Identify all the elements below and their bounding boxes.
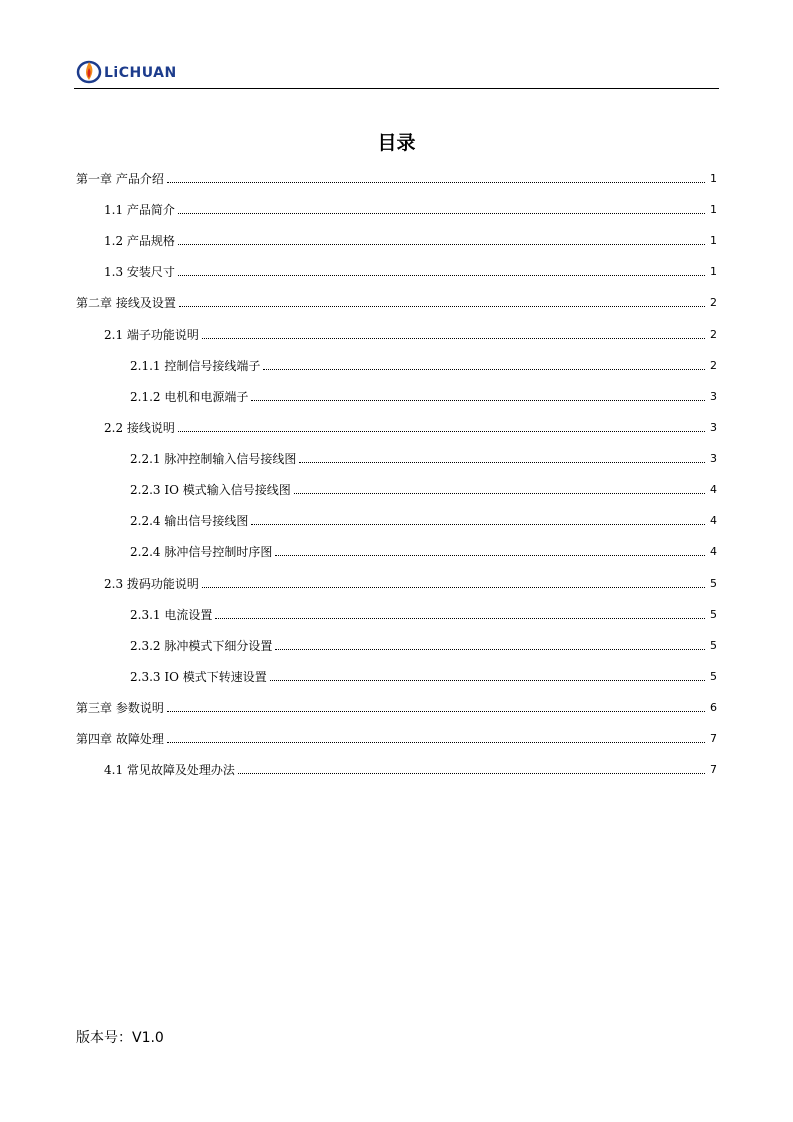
toc-entry-label: 2.3.3 IO 模式下转速设置	[130, 670, 267, 684]
toc-entry[interactable]	[130, 668, 717, 684]
toc-entry-label: 1.1 产品简介	[104, 203, 175, 217]
toc-leader-dots	[263, 368, 705, 370]
toc-entry-page: 4	[710, 483, 717, 496]
toc-leader-dots	[167, 741, 705, 743]
toc-leader-dots	[238, 772, 705, 774]
toc-entry-label: 第三章 参数说明	[76, 701, 164, 715]
toc-entry-page: 2	[710, 296, 717, 309]
toc-entry-label: 2.2.3 IO 模式输入信号接线图	[130, 483, 291, 497]
toc-entry[interactable]	[104, 232, 717, 248]
toc-leader-dots	[167, 181, 705, 183]
toc-entry-label: 1.3 安装尺寸	[104, 265, 175, 279]
toc-leader-dots	[299, 461, 705, 463]
toc-entry-page: 5	[710, 670, 717, 683]
toc-entry[interactable]	[104, 419, 717, 435]
toc-leader-dots	[202, 586, 705, 588]
toc-entry[interactable]	[104, 326, 717, 342]
toc-entry-label: 1.2 产品规格	[104, 234, 175, 248]
toc-entry-page: 6	[710, 701, 717, 714]
toc-entry-label: 2.1 端子功能说明	[104, 328, 199, 342]
toc-entry[interactable]	[130, 357, 717, 373]
toc-entry[interactable]	[76, 699, 717, 715]
toc-entry[interactable]	[130, 481, 717, 497]
toc-entry-label: 4.1 常见故障及处理办法	[104, 763, 235, 777]
toc-leader-dots	[178, 243, 705, 245]
toc-entry-page: 1	[710, 203, 717, 216]
toc-leader-dots	[294, 492, 705, 494]
toc-entry-page: 4	[710, 514, 717, 527]
toc-entry[interactable]	[130, 512, 717, 528]
toc-leader-dots	[179, 305, 705, 307]
toc-entry[interactable]	[130, 606, 717, 622]
toc-entry-page: 5	[710, 639, 717, 652]
toc-entry[interactable]	[104, 575, 717, 591]
toc-entry-label: 2.2.4 输出信号接线图	[130, 514, 249, 528]
toc-leader-dots	[178, 212, 705, 214]
version-label: 版本号：V1.0	[76, 1030, 164, 1046]
toc-entry[interactable]	[104, 201, 717, 217]
toc-leader-dots	[251, 523, 705, 525]
toc-entry-page: 1	[710, 234, 717, 247]
toc-entry-page: 5	[710, 577, 717, 590]
logo-wordmark: LiCHUAN	[104, 65, 177, 81]
toc-entry-page: 7	[710, 763, 717, 776]
toc-entry-label: 第二章 接线及设置	[76, 296, 176, 310]
toc-entry-label: 2.2 接线说明	[104, 421, 175, 435]
toc-entry[interactable]	[76, 730, 717, 746]
toc-leader-dots	[178, 274, 705, 276]
toc-entry-page: 3	[710, 421, 717, 434]
page-header	[74, 56, 719, 89]
toc-entry-page: 3	[710, 390, 717, 403]
toc-entry-label: 2.3.1 电流设置	[130, 608, 213, 622]
company-logo	[76, 58, 177, 84]
toc-entry[interactable]	[130, 450, 717, 466]
toc-entry[interactable]	[130, 388, 717, 404]
toc-leader-dots	[275, 648, 705, 650]
toc-leader-dots	[178, 430, 705, 432]
toc-entry-page: 2	[710, 359, 717, 372]
toc-leader-dots	[275, 554, 705, 556]
toc-entry-label: 2.1.1 控制信号接线端子	[130, 359, 261, 373]
toc-entry-label: 第四章 故障处理	[76, 732, 164, 746]
toc-entry-page: 1	[710, 265, 717, 278]
toc-entry-label: 第一章 产品介绍	[76, 172, 164, 186]
toc-entry[interactable]	[76, 294, 717, 310]
toc-entry-label: 2.2.1 脉冲控制输入信号接线图	[130, 452, 297, 466]
toc-entry[interactable]	[104, 263, 717, 279]
toc-entry[interactable]	[104, 761, 717, 777]
toc-entry-label: 2.1.2 电机和电源端子	[130, 390, 249, 404]
toc-entry-page: 5	[710, 608, 717, 621]
toc-entry[interactable]	[130, 543, 717, 559]
toc-leader-dots	[270, 679, 705, 681]
toc-entry-label: 2.3.2 脉冲模式下细分设置	[130, 639, 273, 653]
toc-entry-page: 2	[710, 328, 717, 341]
lichuan-flame-logo-icon	[76, 58, 102, 84]
toc-entry[interactable]	[76, 170, 717, 186]
toc-entry-page: 1	[710, 172, 717, 185]
toc-entry-page: 4	[710, 545, 717, 558]
toc-entry-label: 2.3 拨码功能说明	[104, 577, 199, 591]
toc-entry[interactable]	[130, 637, 717, 653]
toc-entry-label: 2.2.4 脉冲信号控制时序图	[130, 545, 273, 559]
page-title: 目录	[377, 132, 416, 154]
toc-leader-dots	[251, 399, 705, 401]
toc-entry-page: 3	[710, 452, 717, 465]
toc-leader-dots	[202, 337, 705, 339]
toc-leader-dots	[167, 710, 705, 712]
toc-entry-page: 7	[710, 732, 717, 745]
toc-leader-dots	[215, 617, 705, 619]
